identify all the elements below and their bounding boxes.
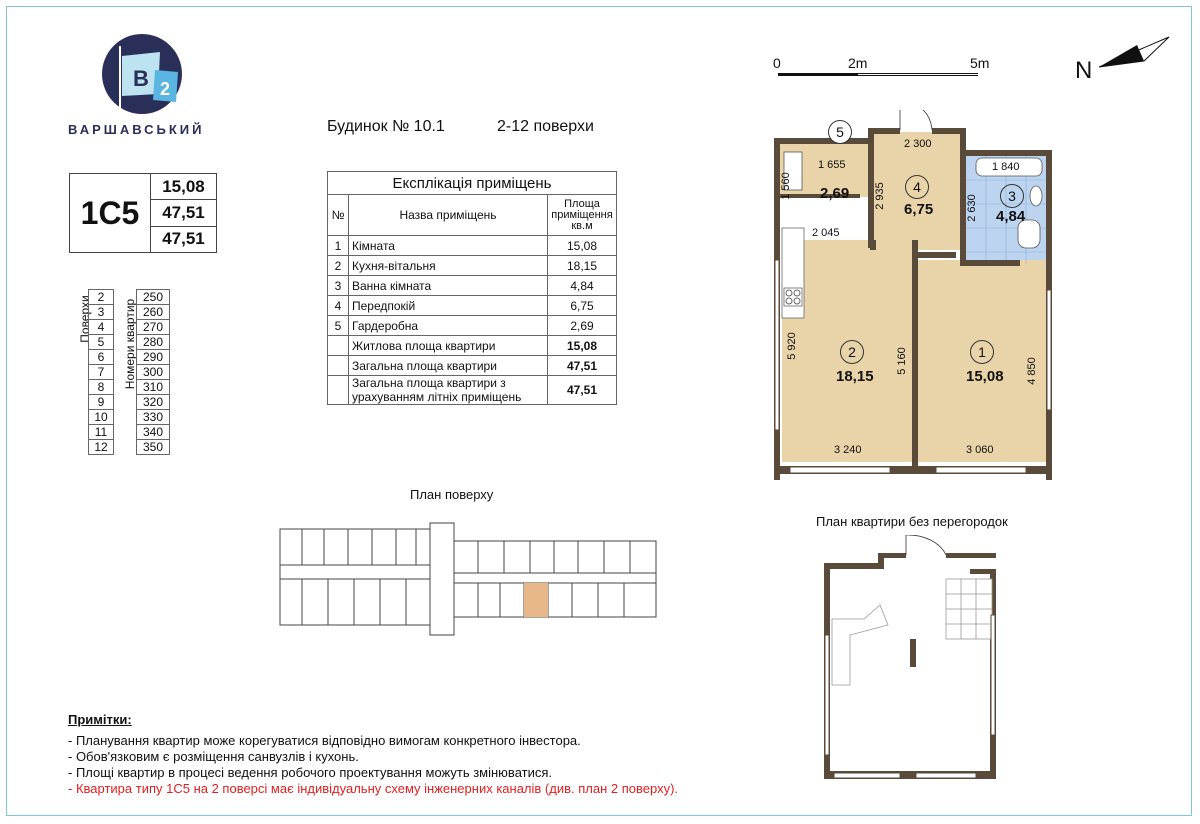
apt-number-cell: 320 [137, 395, 170, 410]
explication-total-name: Загальна площа квартири [349, 356, 548, 376]
apartment-code-box [69, 173, 217, 253]
explication-title: Експлікація приміщень [328, 172, 617, 195]
floor-cell: 5 [89, 335, 114, 350]
explication-row [328, 296, 617, 316]
explication-no: 1 [328, 236, 349, 256]
floor-plan-drawing [272, 515, 662, 640]
dim-1840: 1 840 [992, 161, 1020, 173]
floor-cell: 7 [89, 365, 114, 380]
note-1: - Планування квартир може корегуватися відповідно вимогам конкретного інвестора. [68, 733, 581, 748]
explication-total-area: 47,51 [548, 376, 617, 405]
apt-number-cell: 340 [137, 425, 170, 440]
svg-text:B: B [133, 66, 149, 91]
floor-cell: 4 [89, 320, 114, 335]
room-5-area: 2,69 [820, 185, 850, 202]
explication-row [328, 316, 617, 336]
apt-number-cell: 300 [137, 365, 170, 380]
apt-number-cell: 310 [137, 380, 170, 395]
room-4-number: 4 [905, 175, 929, 199]
room-2-area: 18,15 [836, 368, 874, 385]
notes-title: Примітки: [68, 712, 132, 727]
explication-no: 3 [328, 276, 349, 296]
dim-3060: 3 060 [966, 444, 994, 456]
apt-number-cell: 250 [137, 290, 170, 305]
floor-cell: 9 [89, 395, 114, 410]
floors-label: Поверхи [78, 295, 92, 343]
explication-total-name: Житлова площа квартири [349, 336, 548, 356]
floor-cell: 8 [89, 380, 114, 395]
explication-no: 5 [328, 316, 349, 336]
floor-cell: 3 [89, 305, 114, 320]
note-2: - Обов'язковим є розміщення санвузлів і кухонь. [68, 749, 359, 764]
explication-area: 6,75 [548, 296, 617, 316]
room-2-number: 2 [840, 340, 864, 364]
room-5-number: 5 [828, 120, 852, 144]
explication-row [328, 256, 617, 276]
apt-number-cell: 290 [137, 350, 170, 365]
floors-table [88, 289, 114, 455]
explication-no: 2 [328, 256, 349, 276]
explication-row [328, 236, 617, 256]
explication-name: Кімната [349, 236, 548, 256]
floor-cell: 11 [89, 425, 114, 440]
open-plan-title: План квартири без перегородок [816, 514, 1008, 529]
floor-cell: 2 [89, 290, 114, 305]
north-arrow [1075, 35, 1175, 85]
dim-4850: 4 850 [1025, 357, 1038, 385]
logo-brand: ВАРШАВСЬКИЙ [68, 122, 205, 137]
dim-1655: 1 655 [818, 159, 846, 171]
scale-bar [770, 55, 1000, 79]
explication-total-row [328, 376, 617, 405]
explication-area: 15,08 [548, 236, 617, 256]
col-no: № [328, 195, 349, 236]
floor-plan [272, 515, 662, 640]
apt-number-cell: 260 [137, 305, 170, 320]
floor-cell: 10 [89, 410, 114, 425]
dim-2300: 2 300 [904, 138, 932, 150]
dim-1560: 1 560 [779, 172, 792, 200]
explication-total-row [328, 336, 617, 356]
apt-numbers-table [136, 289, 170, 455]
apt-number-cell: 350 [137, 440, 170, 455]
svg-text:2: 2 [160, 79, 171, 99]
explication-total-area: 47,51 [548, 356, 617, 376]
explication-name: Кухня-вітальня [349, 256, 548, 276]
room-4-area: 6,75 [904, 201, 934, 218]
floor-cell: 6 [89, 350, 114, 365]
explication-area: 2,69 [548, 316, 617, 336]
floors-range: 2-12 поверхи [497, 118, 594, 135]
note-warning: - Квартира типу 1С5 на 2 поверсі має індивідуальну схему інженерних каналів (див. план 2 поверху). [68, 781, 679, 796]
explication-name: Ванна кімната [349, 276, 548, 296]
dim-2630: 2 630 [965, 194, 978, 222]
dim-5920: 5 920 [785, 332, 798, 360]
open-plan-drawing [820, 535, 1010, 785]
apartment-code: 1C5 [70, 174, 151, 253]
explication-total-row [328, 356, 617, 376]
open-plan [820, 535, 1010, 785]
explication-area: 18,15 [548, 256, 617, 276]
explication-table [327, 171, 617, 405]
room-3-area: 4,84 [996, 208, 1026, 225]
north-label: N [1075, 57, 1093, 84]
explication-name: Гардеробна [349, 316, 548, 336]
dim-2935: 2 935 [873, 182, 886, 210]
room-1-number: 1 [970, 340, 994, 364]
area-living: 15,08 [151, 174, 217, 200]
explication-no: 4 [328, 296, 349, 316]
apt-number-cell: 330 [137, 410, 170, 425]
apartment-plan [770, 110, 1060, 480]
explication-total-name: Загальна площа квартири з урахуванням літніх приміщень [349, 376, 548, 405]
apt-numbers-label: Номери квартир [123, 298, 137, 390]
floor-cell: 12 [89, 440, 114, 455]
explication-total-area: 15,08 [548, 336, 617, 356]
notes [68, 712, 808, 797]
north-arrow-icon [1099, 35, 1174, 80]
scale-label-0: 0 [773, 55, 781, 71]
col-area: Площа приміщення кв.м [548, 195, 617, 236]
col-name: Назва приміщень [349, 195, 548, 236]
area-total: 47,51 [151, 200, 217, 226]
scale-label-5m: 5m [970, 55, 990, 71]
dim-5160: 5 160 [895, 347, 908, 375]
apt-number-cell: 280 [137, 335, 170, 350]
room-1-area: 15,08 [966, 368, 1004, 385]
apt-number-cell: 270 [137, 320, 170, 335]
logo [60, 22, 220, 142]
explication-area: 4,84 [548, 276, 617, 296]
dim-2045: 2 045 [812, 227, 840, 239]
building-title: Будинок № 10.1 [327, 118, 445, 135]
floor-plan-title: План поверху [410, 487, 494, 502]
highlighted-apartment [524, 583, 548, 617]
dim-3240: 3 240 [834, 444, 862, 456]
scale-label-2m: 2m [848, 55, 868, 71]
explication-row [328, 276, 617, 296]
area-total-summer: 47,51 [151, 226, 217, 252]
explication-name: Передпокій [349, 296, 548, 316]
room-3-number: 3 [1000, 184, 1024, 208]
note-3: - Площі квартир в процесі ведення робочого проектування можуть змінюватися. [68, 765, 553, 780]
